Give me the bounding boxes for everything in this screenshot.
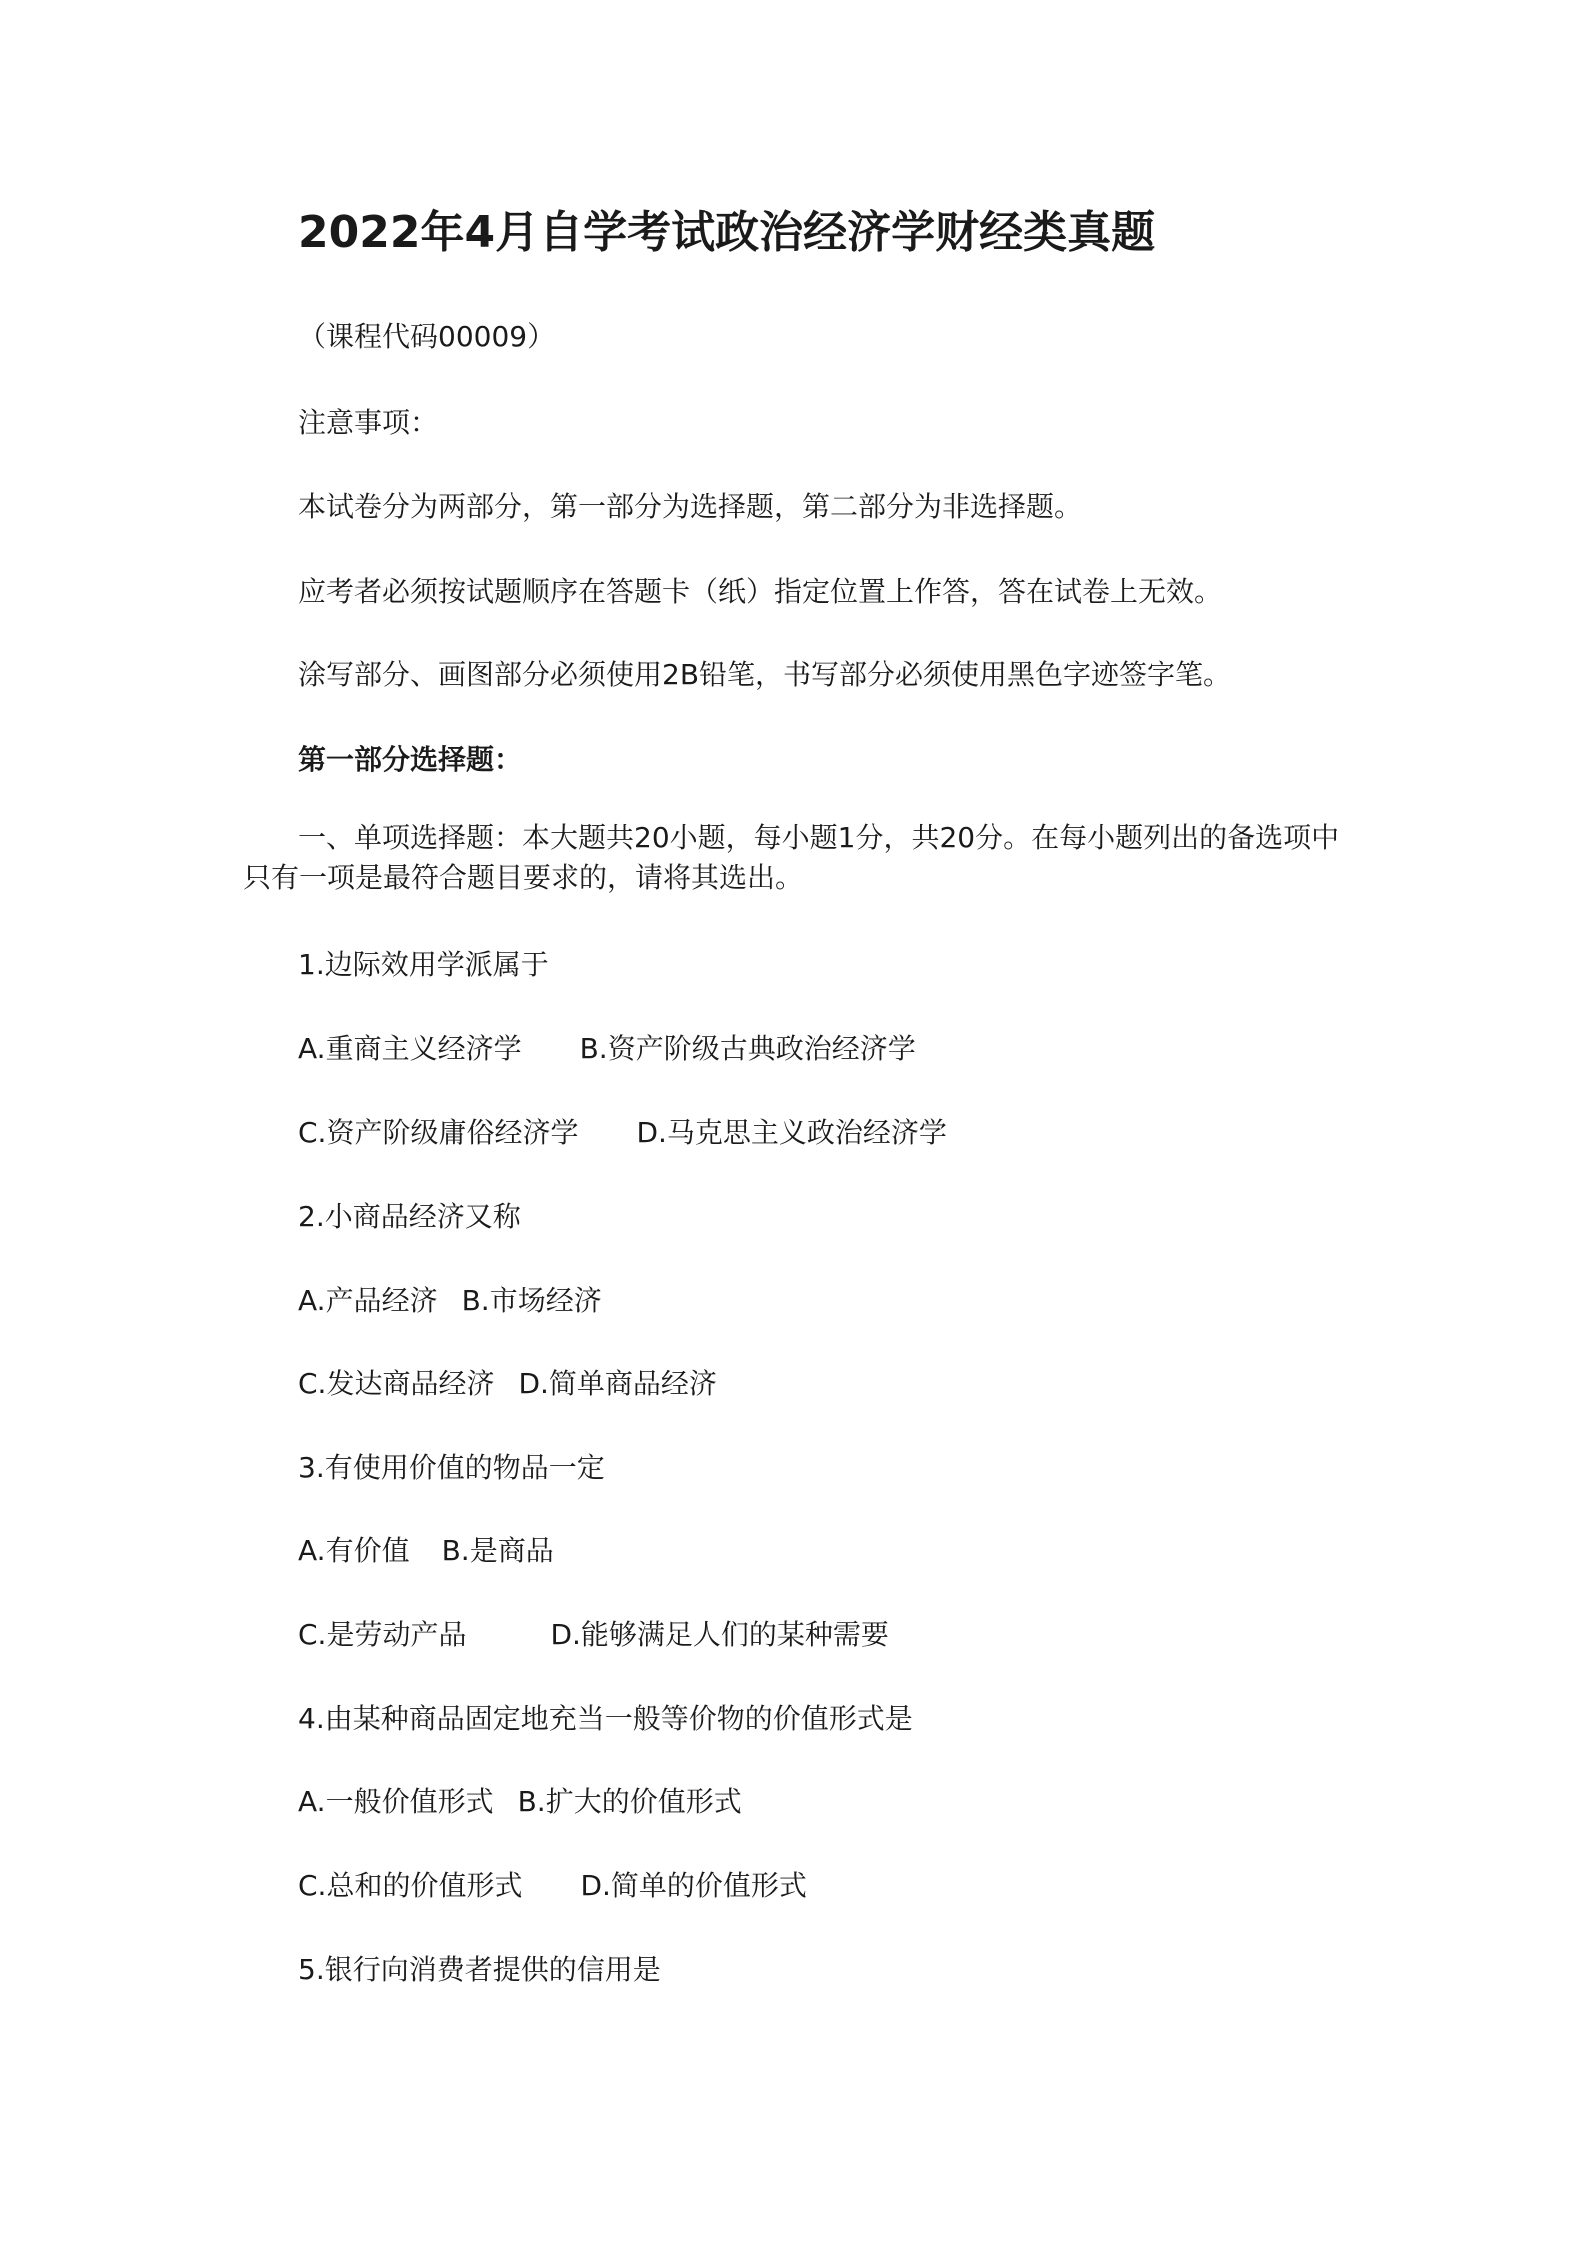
option: D.马克思主义政治经济学	[636, 1116, 947, 1149]
option: D.简单商品经济	[518, 1367, 717, 1400]
option-row	[298, 1364, 717, 1404]
option-row	[298, 1531, 554, 1571]
option: A.有价值	[298, 1534, 410, 1567]
option-row	[298, 1782, 742, 1822]
course-code: （课程代码00009）	[298, 320, 556, 353]
question-stem: 4.由某种商品固定地充当一般等价物的价值形式是	[298, 1702, 913, 1735]
option: B.扩大的价值形式	[517, 1785, 742, 1818]
option: C.总和的价值形式	[298, 1869, 523, 1902]
question-stem: 2.小商品经济又称	[298, 1200, 521, 1233]
option: C.发达商品经济	[298, 1367, 495, 1400]
notes-heading: 注意事项：	[298, 406, 439, 439]
question-stem: 1.边际效用学派属于	[298, 948, 549, 981]
option: B.资产阶级古典政治经济学	[579, 1032, 916, 1065]
option-row	[298, 1866, 807, 1906]
question-stem: 3.有使用价值的物品一定	[298, 1451, 605, 1484]
section-intro: 一、单项选择题：本大题共20小题，每小题1分，共20分。在每小题列出的备选项中只有一项是最符合题目要求的，请将其选出。	[243, 821, 1340, 894]
question-stem: 5.银行向消费者提供的信用是	[298, 1953, 661, 1986]
note-item: 涂写部分、画图部分必须使用2B铅笔，书写部分必须使用黑色字迹签字笔。	[298, 658, 1232, 691]
option: D.能够满足人们的某种需要	[550, 1618, 889, 1651]
option-row	[298, 1615, 889, 1655]
option-row	[298, 1281, 602, 1321]
option: C.是劳动产品	[298, 1618, 467, 1651]
option-row	[298, 1029, 916, 1069]
option: D.简单的价值形式	[580, 1869, 807, 1902]
note-item: 本试卷分为两部分，第一部分为选择题，第二部分为非选择题。	[298, 490, 1083, 523]
exam-title: 2022年4月自学考试政治经济学财经类真题	[298, 207, 1156, 258]
option-row	[298, 1113, 947, 1153]
note-item: 应考者必须按试题顺序在答题卡（纸）指定位置上作答，答在试卷上无效。	[298, 575, 1223, 608]
option: A.重商主义经济学	[298, 1032, 522, 1065]
part-one-heading: 第一部分选择题：	[298, 743, 523, 776]
option: C.资产阶级庸俗经济学	[298, 1116, 579, 1149]
option: B.市场经济	[461, 1284, 602, 1317]
option: B.是商品	[441, 1534, 554, 1567]
option: A.产品经济	[298, 1284, 438, 1317]
option: A.一般价值形式	[298, 1785, 494, 1818]
